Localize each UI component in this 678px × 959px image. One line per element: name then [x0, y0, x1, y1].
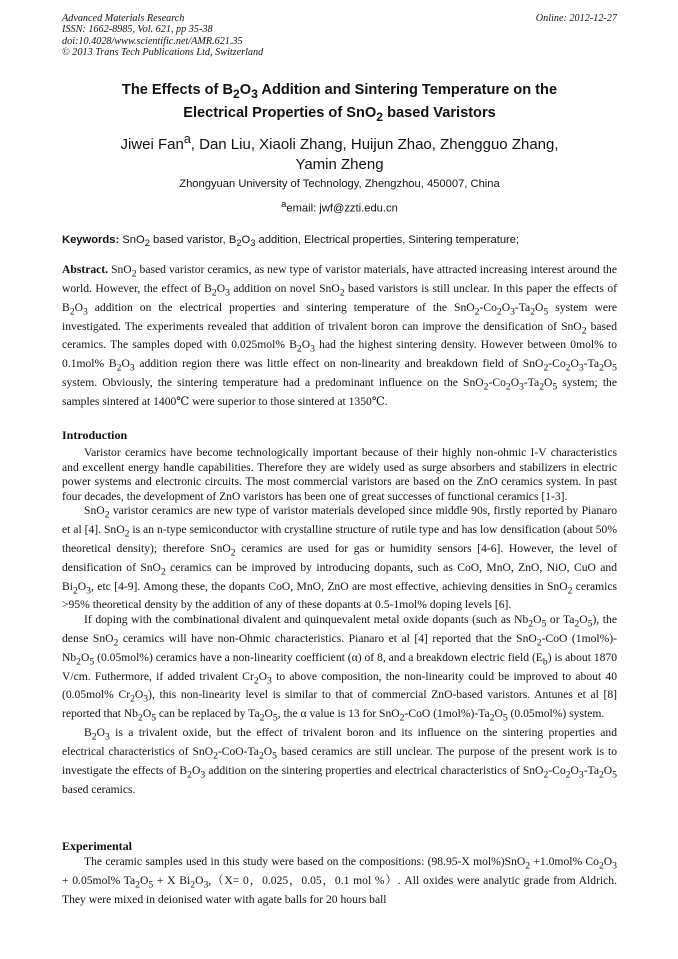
abstract-label: Abstract.	[62, 263, 109, 276]
abstract-text: SnO$_2$ based varistor ceramics, as new type of varistor materials, have attracted increasing interest around the world. However, the effect of $B_2O_3$ addition on novel SnO$_2$ based varistors is still unclear. In this paper the effects of $B_2O_3$ addition on the electrical properties and sintering temperature of the $SnO_2-Co_2O_3-Ta_2O_5$ system were investigated. The experiments revealed that addition of trivalent boron can improve the densification of SnO$_2$ based ceramics. The samples doped with 0.025mol% $B_2O_3$ had the highest sintering density. However between 0mol% to 0.1mol% $B_2O_3$ addition region there was little effect on non-linearity and breakdown field of $SnO_2-Co_2O_3-Ta_2O_5$ system. Obviously, the sintering temperature had a predominant influence on the $SnO_2-Co_2O_3-Ta_2O_5$ system; the samples sintered at 1400℃ were superior to those sintered at 1350℃.	[62, 263, 618, 409]
introduction-section	[62, 446, 617, 797]
intro-paragraph-3: If doping with the combinational divalent and quinquevalent metal oxide dopants (such as $Nb_2O_5$ or $Ta_2O_5$), the dense SnO$_2$ ceramics will have non-Ohmic characteristics. Pianaro et al [4] reported that the SnO$_2$-CoO $(1mol\%)-Nb_2O_5$ (0.05mol%) ceramics have a non-linearity coefficient (α) of 8, and a breakdown electric field $(E_b)$ is about 1870 V/cm. Futhermore, if added trivalent $Cr_2O_3$ to above composition, the non-linearity could be improved to about 40 (0.05mol% $Cr_2O_3$), this non-linearity level is similar to that of commercial ZnO-based varistors. Antunes et al [8] reported that $Nb_2O_5$ can be replaced by $Ta_2O_5$, the α value is 13 for SnO$_2$-CoO $(1mol\%)-Ta_2O_5$ (0.05mol%) system.	[62, 613, 618, 724]
authors-line-2: Yamin Zheng	[295, 156, 384, 173]
experimental-section	[62, 855, 617, 907]
author-list	[62, 129, 617, 175]
experimental-heading: Experimental	[62, 839, 132, 853]
keywords-label: Keywords:	[62, 234, 120, 246]
journal-header	[62, 13, 617, 59]
paper-title	[62, 81, 617, 127]
title-line-1: The Effects of $B_2O_3$ Addition and Sintering Temperature on the	[121, 82, 558, 101]
intro-paragraph-1: Varistor ceramics have become technologically important because of their highly non-ohmic I-V characteristics and excellent energy handle capabilities. Therefore they are widely used as surge absorbers and stabilizers in electric power systems and electronic circuits. The most commercial varistors are based on the ZnO ceramics system. In past four decades, the development of ZnO varistors has been one of great successes of functional ceramics [1-3].	[62, 446, 617, 503]
introduction-heading: Introduction	[62, 428, 128, 442]
intro-paragraph-4: $B_2O_3$ is a trivalent oxide, but the effect of trivalent boron and its influence on the sintering properties and electrical characteristics of $SnO_2-CoO-Ta_2O_5$ based ceramics are still unclear. The purpose of the present work is to investigate the effects of $B_2O_3$ addition on the sintering properties and electrical characteristics of $SnO_2-Co_2O_3-Ta_2O_5$ based ceramics.	[62, 726, 617, 796]
keywords	[62, 233, 617, 250]
authors-line-1: Jiwei Fan$^a$, Dan Liu, Xiaoli Zhang, Huijun Zhao, Zhengguo Zhang,	[120, 132, 559, 153]
affiliation: Zhongyuan University of Technology, Zhengzhou, 450007, China	[179, 178, 500, 190]
experimental-paragraph-1: The ceramic samples used in this study were based on the compositions: (98.95-X mol%)SnO$_2$ +1.0mol% $Co_2O_3 + 0.05mol\%$ $Ta_2O_5 + X$ $Bi_2O_3,(X= 0$，0.025，0.05，0.1 mol %）. All oxides were analytic grade from Aldrich. They were mixed in deionised water with agate balls for 20 hours ball	[62, 855, 617, 906]
intro-paragraph-2: SnO$_2$ varistor ceramics are new type of varistor materials developed since middle 90s, firstly reported by Pianaro et al [4]. SnO$_2$ is an n-type semiconductor with crystalline structure of rutile type and has low densification (about 50% theoretical density); therefore SnO$_2$ ceramics are used for gas or humidity sensors [4-6]. However, the level of densification of SnO$_2$ ceramics can be improved by introducing dopants, such as CoO, MnO, ZnO, NiO, CuO and $Bi_2O_3$, etc [4-9]. Among these, the dopants CoO, MnO, ZnO are most effective, achieving densities in SnO$_2$ ceramics >95% theoretical density by the addition of any of these dopants at 0.5-1mol% doping levels [6].	[62, 504, 617, 612]
doi-line: doi:10.4028/www.scientific.net/AMR.621.35	[62, 35, 243, 47]
online-date: Online: 2012-12-27	[535, 13, 617, 24]
journal-name: Advanced Materials Research	[62, 13, 185, 24]
title-line-2: Electrical Properties of SnO$_2$ based Varistors	[183, 104, 496, 124]
issn-line: ISSN: 1662-8985, Vol. 621, pp 35-38	[62, 24, 213, 36]
copyright-line: © 2013 Trans Tech Publications Ltd, Switzerland	[62, 47, 264, 59]
author-email: $^a$email: jwf@zzti.edu.cn	[281, 199, 398, 215]
abstract	[62, 263, 617, 410]
keywords-text: SnO$_2$ based varistor, $B_2O_3$ addition, Electrical properties, Sintering temperature;	[119, 234, 520, 249]
